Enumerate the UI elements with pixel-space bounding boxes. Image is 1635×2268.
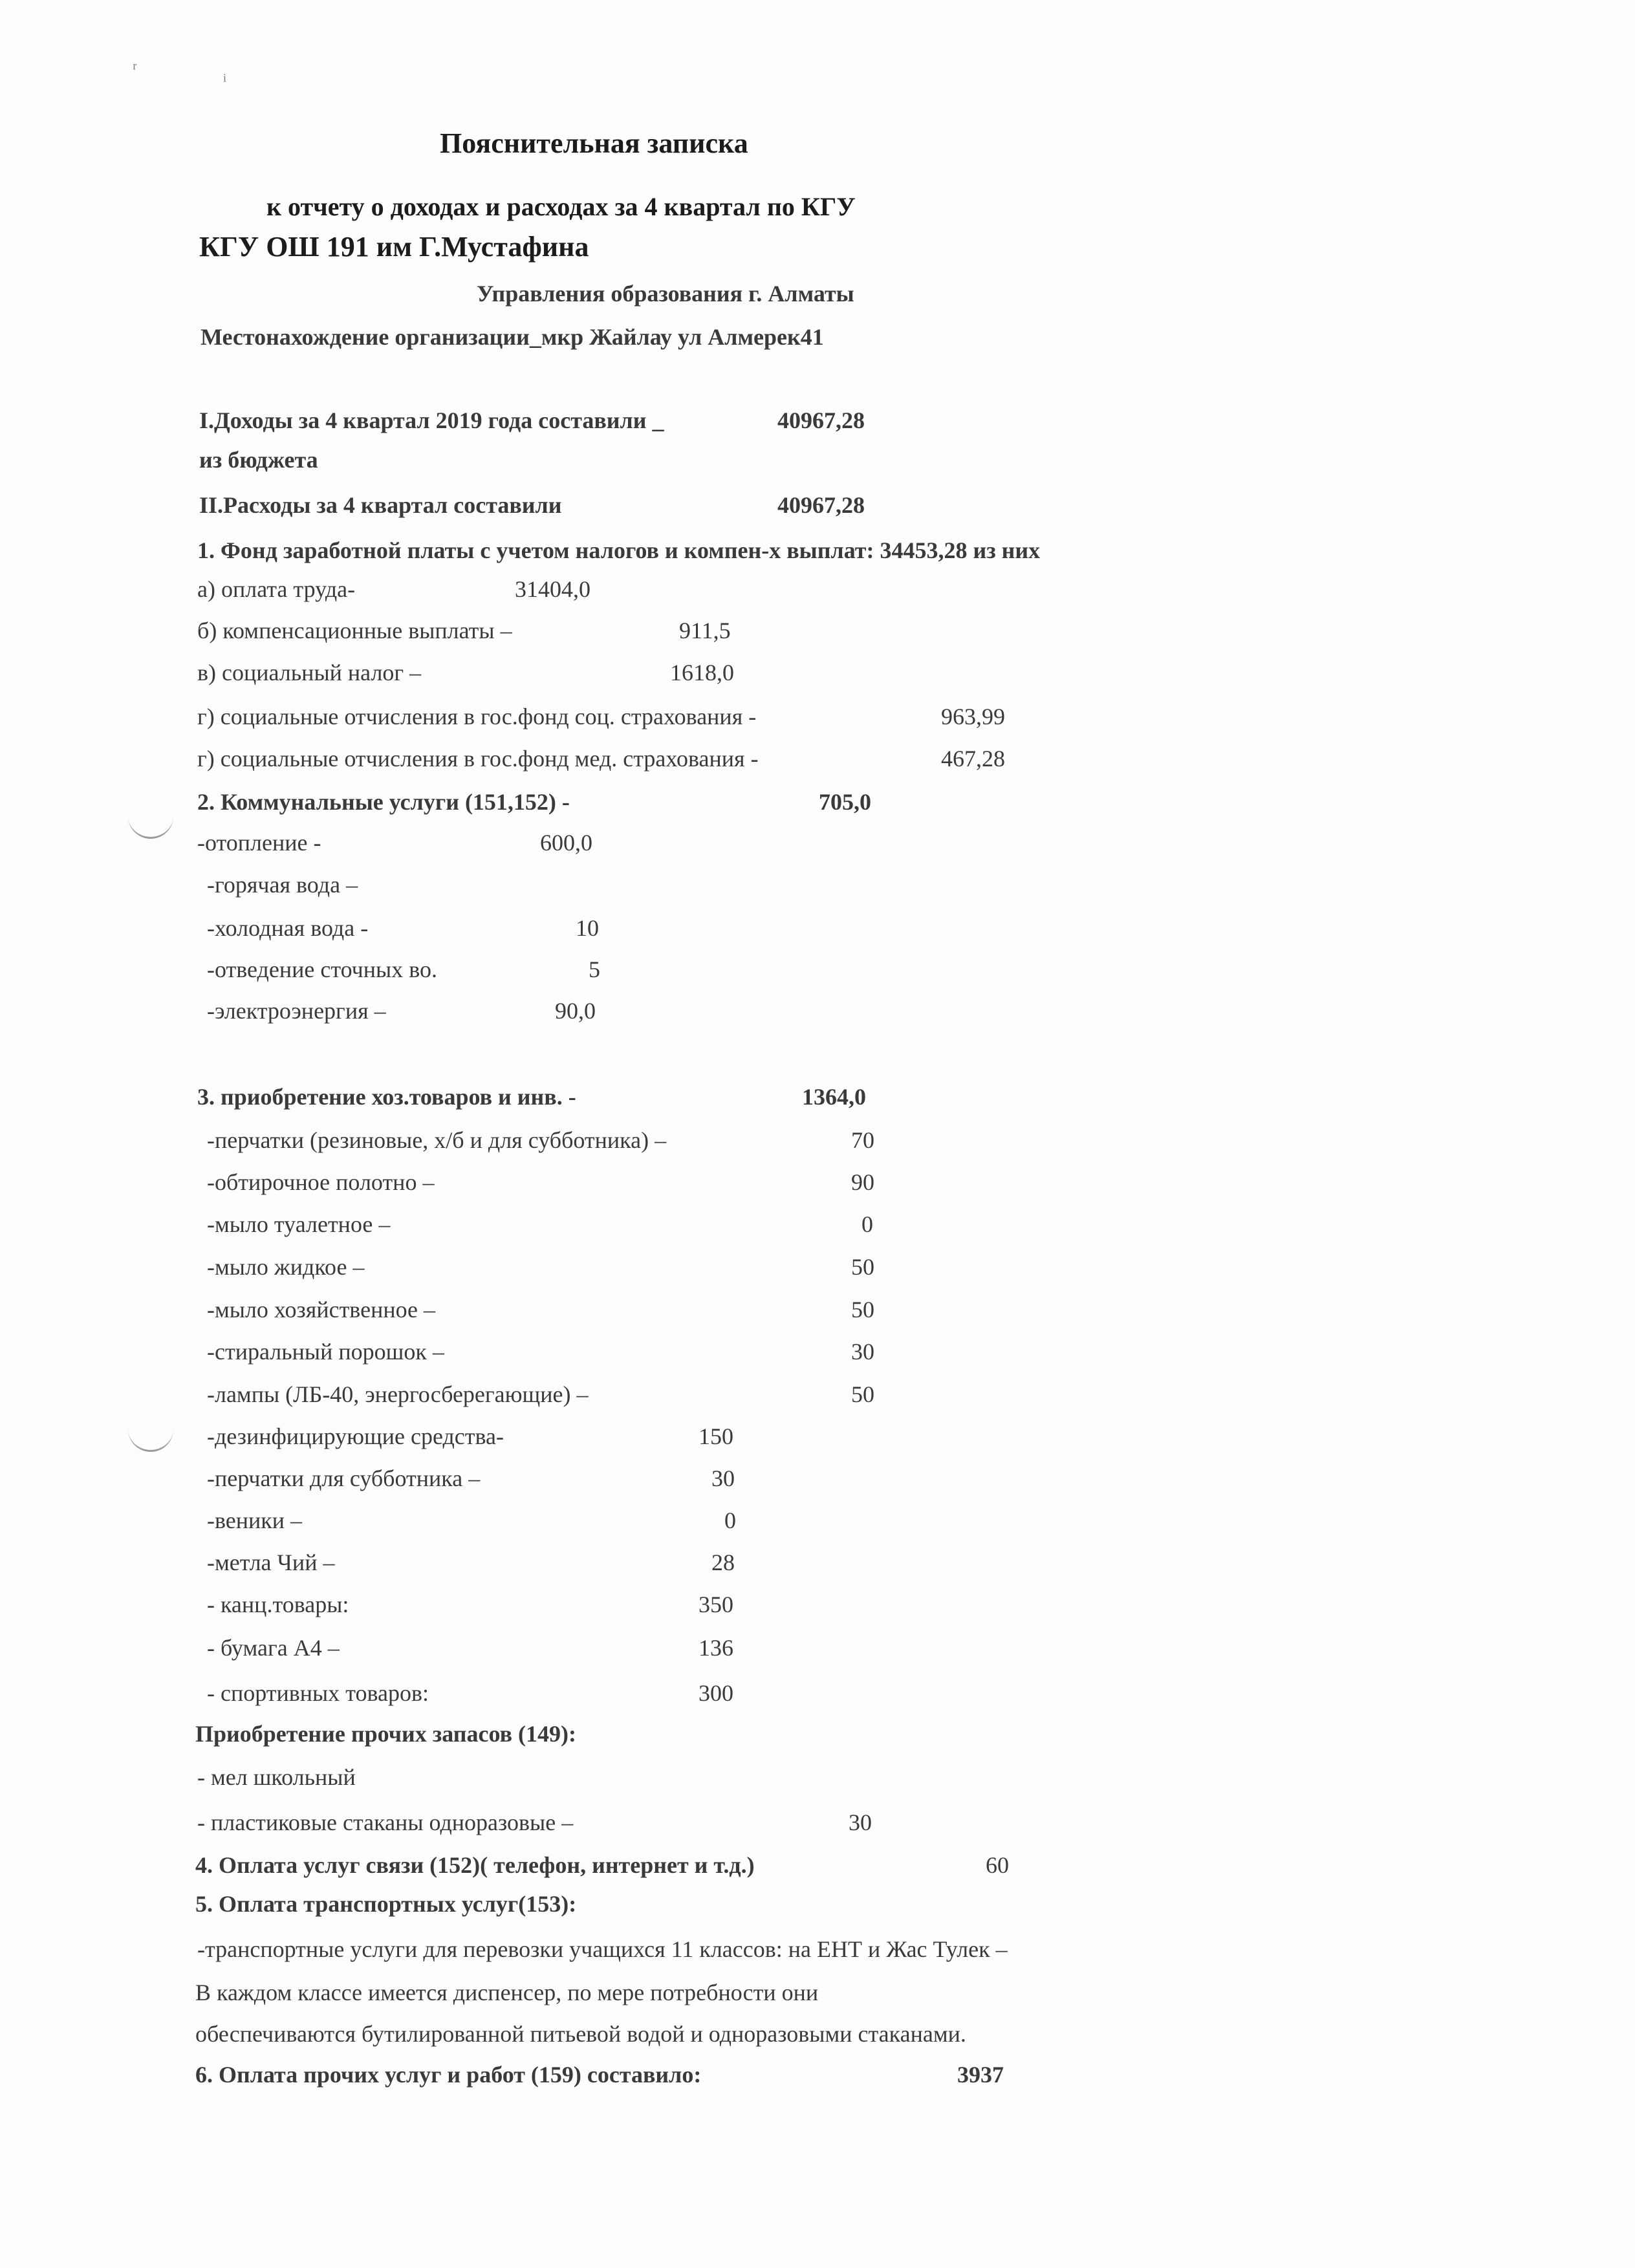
organization-name: КГУ ОШ 191 им Г.Мустафина — [199, 231, 589, 263]
utility-item-label: -отопление - — [197, 830, 321, 856]
supply-item-label: -метла Чий – — [207, 1550, 335, 1575]
utilities-total: 705,0 — [819, 789, 871, 815]
supply-item-value: 300 — [698, 1680, 733, 1706]
utility-item-value: 5 — [589, 956, 600, 982]
expenses-label: II.Расходы за 4 квартал составили — [199, 492, 562, 518]
income-label: I.Доходы за 4 квартал 2019 года составили _ — [199, 407, 664, 433]
utility-item-value: 10 — [576, 915, 599, 941]
income-source: из бюджета — [199, 447, 318, 473]
supply-item-value: 90 — [851, 1169, 874, 1195]
supply-item-value: 70 — [851, 1127, 874, 1153]
utility-item-label: -отведение сточных во. — [207, 956, 437, 982]
utility-item-label: -электроэнергия – — [207, 998, 386, 1024]
expenses-value: 40967,28 — [777, 492, 865, 518]
payroll-item-label: г) социальные отчисления в гос.фонд мед. страхования - — [197, 746, 759, 772]
transport-heading: 5. Оплата транспортных услуг(153): — [195, 1891, 577, 1917]
supply-item-label: -мыло жидкое – — [207, 1254, 365, 1280]
other-services-heading: 6. Оплата прочих услуг и работ (159) составило: — [195, 2062, 702, 2088]
report-subtitle: к отчету о доходах и расходах за 4 квартал по КГУ — [266, 192, 856, 221]
supplies-total: 1364,0 — [802, 1084, 866, 1110]
supply-item-value: 150 — [698, 1423, 733, 1449]
other-stock-item-label: - мел школьный — [197, 1764, 356, 1790]
supply-item-label: -веники – — [207, 1507, 303, 1533]
payroll-heading: 1. Фонд заработной платы с учетом налогов и компен-х выплат: 34453,28 из них — [197, 537, 1041, 563]
utility-item-value: 90,0 — [555, 998, 596, 1024]
income-value: 40967,28 — [777, 407, 865, 433]
communications-value: 60 — [986, 1852, 1009, 1878]
other-stock-item-value: 30 — [849, 1809, 872, 1835]
utility-item-value: 600,0 — [540, 830, 592, 856]
page-title: Пояснительная записка — [440, 127, 748, 159]
supply-item-label: - бумага А4 – — [207, 1635, 340, 1661]
supplies-heading: 3. приобретение хоз.товаров и инв. - — [197, 1084, 576, 1110]
scan-speck: ᵢ — [223, 63, 226, 85]
supply-item-value: 30 — [851, 1339, 874, 1365]
supply-item-value: 50 — [851, 1297, 874, 1323]
supply-item-label: - канц.товары: — [207, 1592, 349, 1617]
payroll-item-value: 467,28 — [941, 746, 1005, 772]
utility-item-label: -холодная вода - — [207, 915, 369, 941]
payroll-item-value: 963,99 — [941, 704, 1005, 729]
transport-line: -транспортные услуги для перевозки учащихся 11 классов: на ЕНТ и Жас Тулек – — [197, 1936, 1008, 1962]
supply-item-label: - спортивных товаров: — [207, 1680, 429, 1706]
supply-item-label: -перчатки для субботника – — [207, 1465, 481, 1491]
payroll-item-label: г) социальные отчисления в гос.фонд соц. страхования - — [197, 704, 757, 729]
supply-item-label: -лампы (ЛБ-40, энергосберегающие) – — [207, 1381, 589, 1407]
transport-line: В каждом классе имеется диспенсер, по мере потребности они — [195, 1980, 819, 2005]
supply-item-label: -перчатки (резиновые, х/б и для субботника) – — [207, 1127, 667, 1153]
other-stock-heading: Приобретение прочих запасов (149): — [195, 1721, 576, 1747]
scan-speck: ʳ — [133, 58, 137, 80]
supply-item-value: 28 — [711, 1550, 735, 1575]
transport-line: обеспечиваются бутилированной питьевой водой и одноразовыми стаканами. — [195, 2021, 966, 2047]
supply-item-label: -стиральный порошок – — [207, 1339, 444, 1365]
other-stock-item-label: - пластиковые стаканы одноразовые – — [197, 1809, 574, 1835]
supply-item-value: 50 — [851, 1254, 874, 1280]
department-name: Управления образования г. Алматы — [477, 281, 854, 307]
communications-heading: 4. Оплата услуг связи (152)( телефон, интернет и т.д.) — [195, 1852, 755, 1878]
supply-item-value: 50 — [851, 1381, 874, 1407]
supply-item-label: -дезинфицирующие средства- — [207, 1423, 504, 1449]
supply-item-value: 0 — [861, 1211, 873, 1237]
other-services-value: 3937 — [957, 2062, 1004, 2088]
supply-item-label: -мыло туалетное – — [207, 1211, 391, 1237]
payroll-item-label: в) социальный налог – — [197, 660, 422, 686]
payroll-item-value: 911,5 — [679, 618, 731, 643]
payroll-item-value: 1618,0 — [670, 660, 734, 686]
punch-hole-bottom — [128, 1421, 173, 1452]
supply-item-value: 0 — [724, 1507, 736, 1533]
organization-location: Местонахождение организации_мкр Жайлау ул Алмерек41 — [200, 324, 824, 350]
payroll-item-value: 31404,0 — [515, 576, 590, 602]
supply-item-value: 350 — [698, 1592, 733, 1617]
supply-item-value: 136 — [698, 1635, 733, 1661]
supply-item-label: -обтирочное полотно – — [207, 1169, 435, 1195]
supply-item-label: -мыло хозяйственное – — [207, 1297, 436, 1323]
payroll-item-label: а) оплата труда- — [197, 576, 356, 602]
punch-hole-top — [128, 808, 173, 839]
utility-item-label: -горячая вода – — [207, 872, 358, 898]
payroll-item-label: б) компенсационные выплаты – — [197, 618, 512, 643]
utilities-heading: 2. Коммунальные услуги (151,152) - — [197, 789, 570, 815]
supply-item-value: 30 — [711, 1465, 735, 1491]
